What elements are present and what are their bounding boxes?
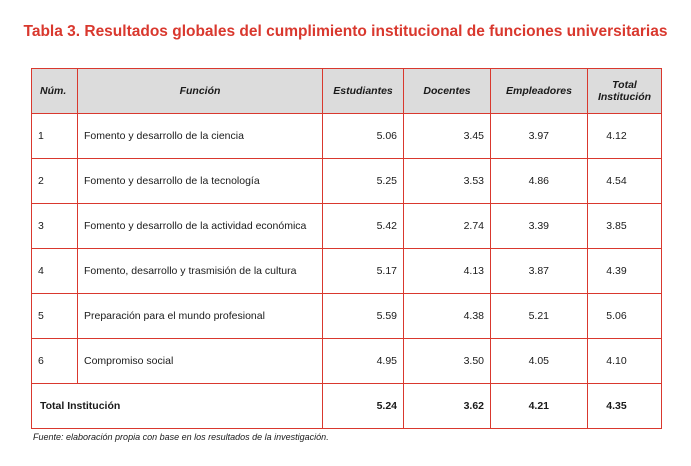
header-total-line1: Total	[612, 79, 637, 91]
row-docentes: 2.74	[404, 204, 491, 249]
table-row	[32, 339, 662, 384]
total-total: 4.35	[588, 384, 662, 429]
table-row	[32, 294, 662, 339]
row-total: 4.12	[588, 114, 662, 159]
total-estudiantes: 5.24	[323, 384, 404, 429]
header-estudiantes: Estudiantes	[323, 69, 404, 114]
row-empleadores: 3.39	[491, 204, 588, 249]
row-funcion: Fomento y desarrollo de la tecnología	[78, 159, 323, 204]
row-empleadores: 3.87	[491, 249, 588, 294]
row-docentes: 4.38	[404, 294, 491, 339]
row-total: 4.54	[588, 159, 662, 204]
row-num: 6	[32, 339, 78, 384]
header-funcion: Función	[78, 69, 323, 114]
total-row-label: Total Institución	[32, 384, 323, 429]
results-table	[31, 68, 662, 429]
source-note: Fuente: elaboración propia con base en los resultados de la investigación.	[33, 432, 329, 442]
row-empleadores: 5.21	[491, 294, 588, 339]
total-row	[32, 384, 662, 429]
row-funcion: Preparación para el mundo profesional	[78, 294, 323, 339]
row-docentes: 4.13	[404, 249, 491, 294]
row-estudiantes: 5.42	[323, 204, 404, 249]
row-docentes: 3.53	[404, 159, 491, 204]
table-header-row	[32, 69, 662, 114]
row-total: 5.06	[588, 294, 662, 339]
row-empleadores: 3.97	[491, 114, 588, 159]
row-num: 3	[32, 204, 78, 249]
total-docentes: 3.62	[404, 384, 491, 429]
row-empleadores: 4.05	[491, 339, 588, 384]
row-num: 1	[32, 114, 78, 159]
header-total-line2: Institución	[597, 91, 652, 103]
row-total: 4.39	[588, 249, 662, 294]
row-num: 5	[32, 294, 78, 339]
row-funcion: Fomento y desarrollo de la ciencia	[78, 114, 323, 159]
row-estudiantes: 5.25	[323, 159, 404, 204]
table-row	[32, 159, 662, 204]
row-docentes: 3.45	[404, 114, 491, 159]
row-estudiantes: 5.17	[323, 249, 404, 294]
row-docentes: 3.50	[404, 339, 491, 384]
row-total: 3.85	[588, 204, 662, 249]
table-row	[32, 204, 662, 249]
row-estudiantes: 5.59	[323, 294, 404, 339]
row-funcion: Fomento y desarrollo de la actividad económica	[78, 204, 323, 249]
row-empleadores: 4.86	[491, 159, 588, 204]
table-row	[32, 114, 662, 159]
header-empleadores: Empleadores	[491, 69, 588, 114]
row-estudiantes: 4.95	[323, 339, 404, 384]
header-total	[588, 69, 662, 114]
header-docentes: Docentes	[404, 69, 491, 114]
row-total: 4.10	[588, 339, 662, 384]
table-title: Tabla 3. Resultados globales del cumplimiento institucional de funciones universitarias	[23, 23, 668, 40]
header-num: Núm.	[32, 69, 78, 114]
row-num: 4	[32, 249, 78, 294]
total-empleadores: 4.21	[491, 384, 588, 429]
row-funcion: Fomento, desarrollo y trasmisión de la cultura	[78, 249, 323, 294]
row-estudiantes: 5.06	[323, 114, 404, 159]
table-row	[32, 249, 662, 294]
row-num: 2	[32, 159, 78, 204]
row-funcion: Compromiso social	[78, 339, 323, 384]
